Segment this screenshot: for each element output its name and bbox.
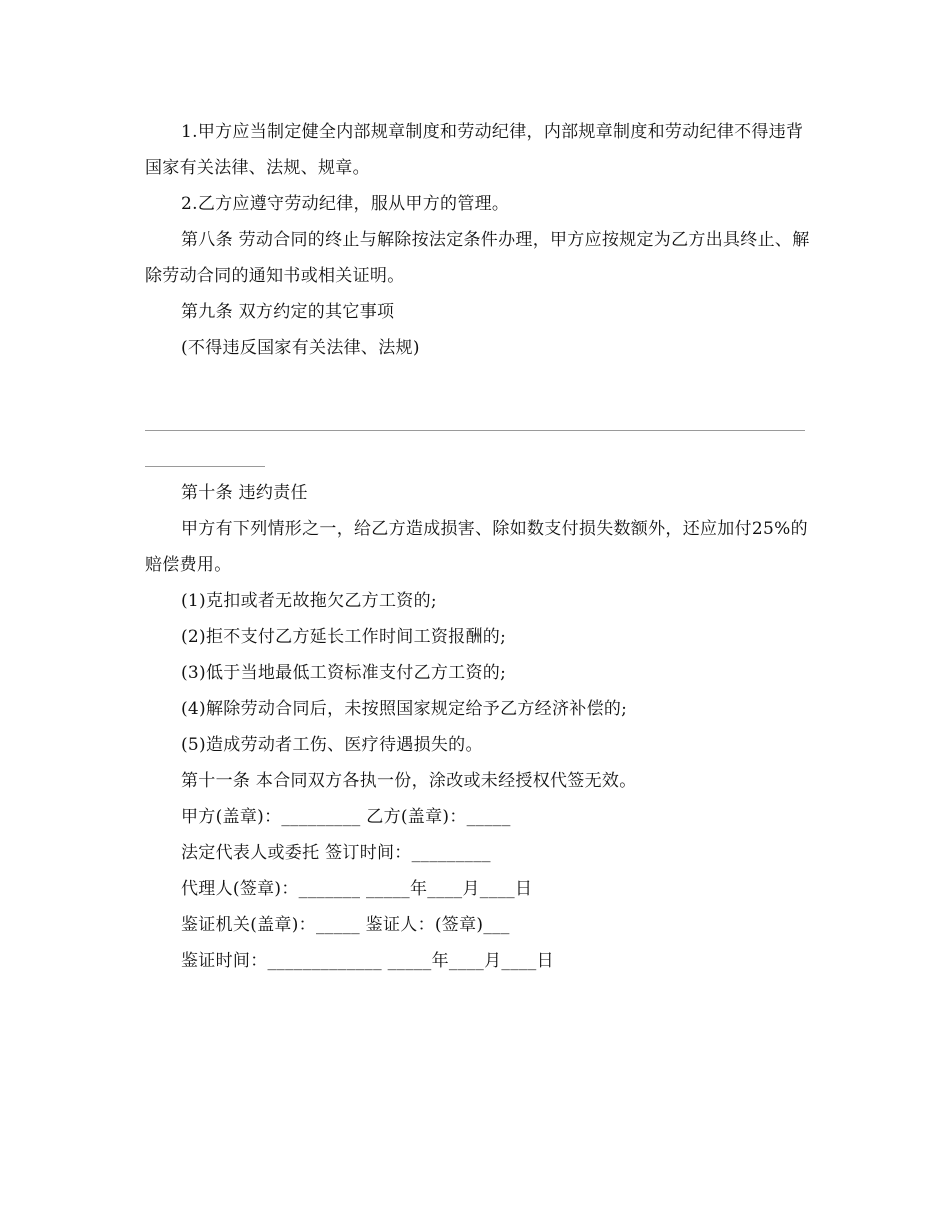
- clause-10-item-1: (1)克扣或者无故拖欠乙方工资的;: [181, 591, 437, 611]
- clause-9-note: (不得违反国家有关法律、法规): [181, 338, 420, 358]
- clause-8: 第八条 劳动合同的终止与解除按法定条件办理，甲方应按规定为乙方出具终止、解除劳动合同的通知书或相关证明。: [145, 230, 810, 286]
- blank-fill-line-1: [145, 430, 805, 431]
- clause-10-item-4: (4)解除劳动合同后，未按照国家规定给予乙方经济补偿的;: [181, 699, 628, 719]
- blank-fill-line-2: [145, 466, 265, 467]
- clause-10-heading: 第十条 违约责任: [181, 483, 308, 503]
- clause-11: 第十一条 本合同双方各执一份，涂改或未经授权代签无效。: [181, 771, 637, 791]
- signature-party-line: 甲方(盖章)：_________ 乙方(盖章)：_____: [181, 807, 511, 827]
- clause-10-item-2: (2)拒不支付乙方延长工作时间工资报酬的;: [181, 627, 507, 647]
- signature-date-line: 鉴证时间：_____________ _____年____月____日: [181, 951, 554, 971]
- clause-7-item-2: 2.乙方应遵守劳动纪律，服从甲方的管理。: [181, 194, 510, 214]
- clause-10-item-3: (3)低于当地最低工资标准支付乙方工资的;: [181, 663, 507, 683]
- clause-10-intro: 甲方有下列情形之一，给乙方造成损害、除如数支付损失数额外，还应加付25%的赔偿费用。: [145, 519, 808, 575]
- signature-agent-line: 代理人(签章)：_______ _____年____月____日: [181, 879, 533, 899]
- signature-authority-line: 鉴证机关(盖章)：_____ 鉴证人：(签章)___: [181, 915, 510, 935]
- clause-9-heading: 第九条 双方约定的其它事项: [181, 302, 395, 322]
- clause-10-item-5: (5)造成劳动者工伤、医疗待遇损失的。: [181, 735, 483, 755]
- clause-7-item-1: 1.甲方应当制定健全内部规章制度和劳动纪律，内部规章制度和劳动纪律不得违背国家有关法律、法规、规章。: [145, 122, 804, 178]
- signature-representative-line: 法定代表人或委托 签订时间：_________: [181, 843, 491, 863]
